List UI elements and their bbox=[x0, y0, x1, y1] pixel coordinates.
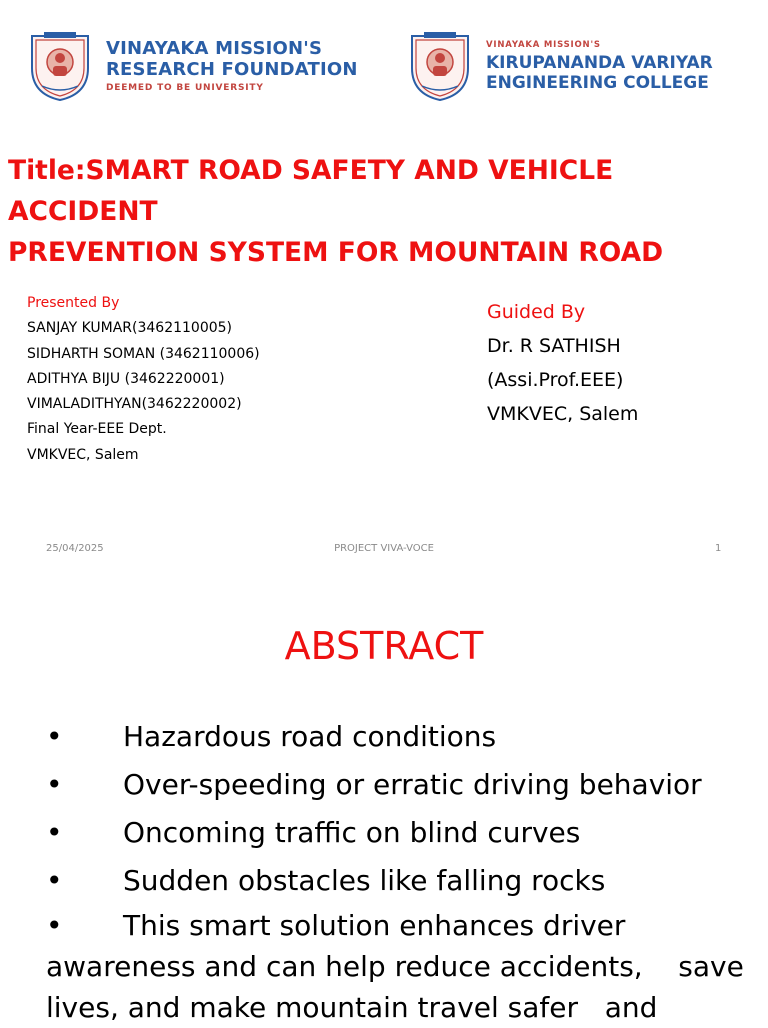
vmrf-logo bbox=[22, 28, 358, 104]
list-item bbox=[46, 857, 746, 905]
bullet-text: Oncoming traffic on blind curves bbox=[123, 816, 581, 849]
summary-line2: awareness and can help reduce accidents, save bbox=[46, 950, 744, 983]
project-title-line1: Title:SMART ROAD SAFETY AND VEHICLE ACCIDENT bbox=[8, 155, 614, 227]
guide-college: VMKVEC, Salem bbox=[487, 403, 639, 425]
bullet-icon: • bbox=[46, 864, 63, 897]
presented-by-label: Presented By bbox=[27, 295, 120, 311]
vmkvec-seal-icon bbox=[402, 28, 478, 104]
footer-date: 25/04/2025 bbox=[46, 543, 104, 554]
presenter-line: VIMALADITHYAN(3462220002) bbox=[27, 396, 242, 413]
list-item bbox=[46, 761, 746, 809]
abstract-bullet-list bbox=[46, 713, 746, 905]
presenter-college: VMKVEC, Salem bbox=[27, 446, 139, 463]
project-title bbox=[8, 150, 758, 273]
guide-designation: (Assi.Prof.EEE) bbox=[487, 369, 624, 391]
presenter-dept: Final Year-EEE Dept. bbox=[27, 421, 167, 438]
vmrf-tagline: DEEMED TO BE UNIVERSITY bbox=[106, 83, 264, 93]
vmrf-seal-icon bbox=[22, 28, 98, 104]
guided-by-label: Guided By bbox=[487, 301, 586, 323]
bullet-text: Over-speeding or erratic driving behavior bbox=[123, 768, 702, 801]
presenter-line: SIDHARTH SOMAN (3462110006) bbox=[27, 345, 260, 362]
presenter-line: SANJAY KUMAR(3462110005) bbox=[27, 320, 233, 337]
bullet-icon: • bbox=[46, 768, 63, 801]
presented-by-block bbox=[27, 291, 260, 468]
footer-title: PROJECT VIVA-VOCE bbox=[334, 543, 434, 554]
abstract-summary bbox=[46, 905, 756, 1028]
summary-line1: This smart solution enhances driver bbox=[123, 909, 626, 942]
presenter-line: ADITHYA BIJU (3462220001) bbox=[27, 370, 225, 387]
bullet-text: Sudden obstacles like falling rocks bbox=[123, 864, 606, 897]
page-number: 1 bbox=[715, 543, 722, 554]
vmrf-name-line1: VINAYAKA MISSION'S bbox=[106, 38, 323, 59]
bullet-icon: • bbox=[46, 720, 63, 753]
bullet-icon: • bbox=[46, 909, 63, 942]
project-title-line2: PREVENTION SYSTEM FOR MOUNTAIN ROAD bbox=[8, 237, 664, 268]
summary-line3: lives, and make mountain travel safer and bbox=[46, 991, 658, 1024]
guide-name: Dr. R SATHISH bbox=[487, 335, 621, 357]
vmkvec-name-line1: KIRUPANANDA VARIYAR bbox=[486, 52, 713, 73]
bullet-text: Hazardous road conditions bbox=[123, 720, 497, 753]
list-item bbox=[46, 809, 746, 857]
vmrf-name-line2: RESEARCH FOUNDATION bbox=[106, 59, 358, 80]
vmkvec-logo bbox=[402, 28, 713, 104]
guided-by-block bbox=[487, 295, 638, 431]
vmkvec-name-line2: ENGINEERING COLLEGE bbox=[486, 72, 709, 93]
bullet-icon: • bbox=[46, 816, 63, 849]
vmkvec-parent-name: VINAYAKA MISSION'S bbox=[486, 39, 601, 50]
list-item bbox=[46, 713, 746, 761]
abstract-heading: ABSTRACT bbox=[284, 624, 484, 668]
